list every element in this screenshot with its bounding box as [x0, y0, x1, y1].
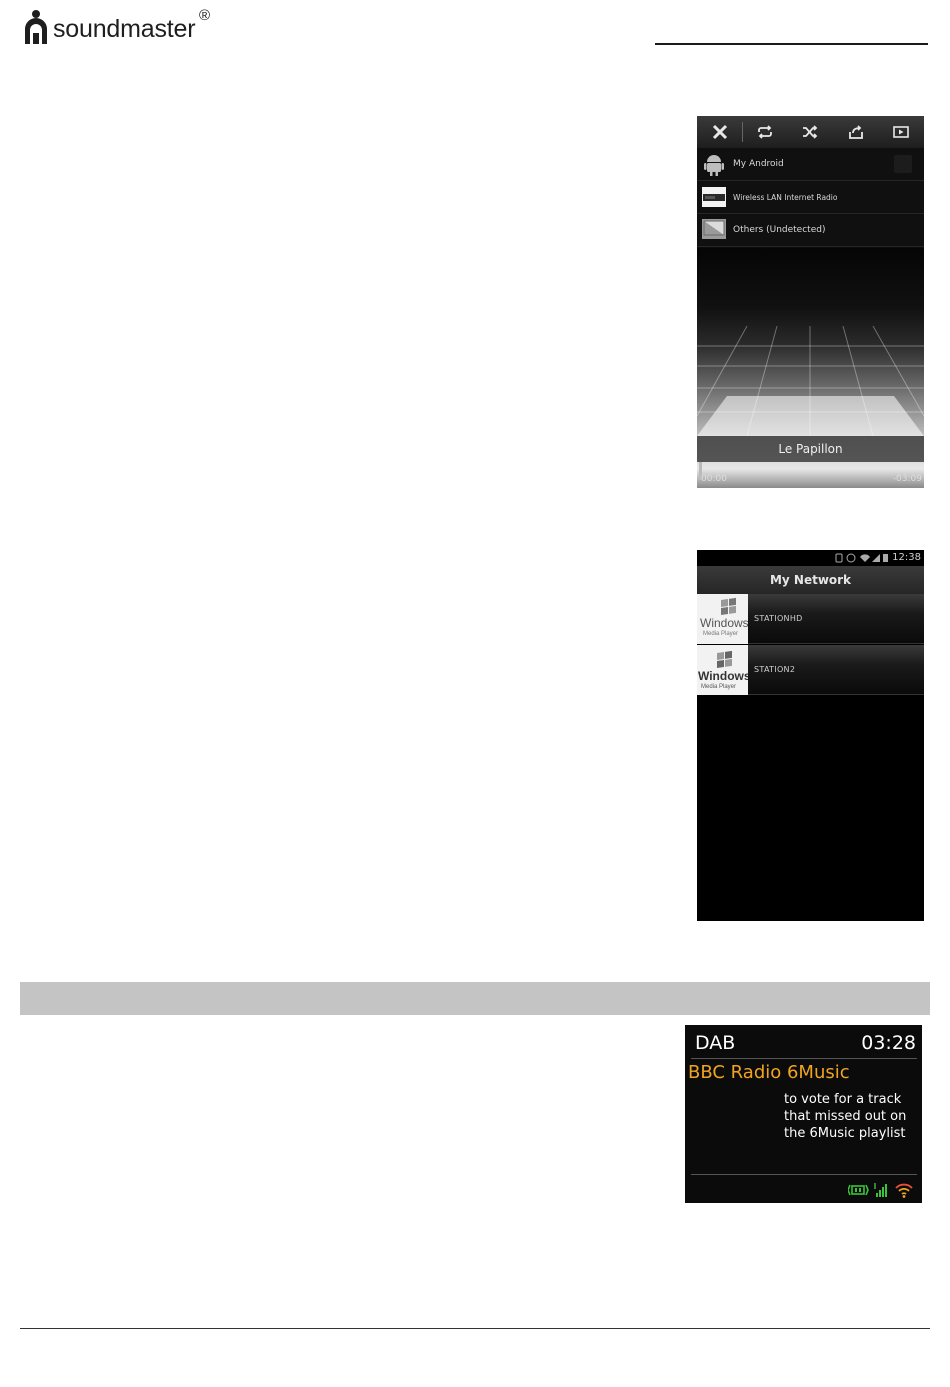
server-label: STATION2 [754, 665, 796, 674]
svg-text:Media Player: Media Player [701, 683, 737, 690]
repeat-icon[interactable] [742, 116, 787, 148]
android-icon [702, 152, 726, 176]
player-toolbar [697, 116, 924, 148]
dab-status-icons [848, 1181, 918, 1199]
track-title-bar [697, 436, 924, 462]
device-label: Others (Undetected) [733, 225, 826, 235]
brand-name: soundmaster [53, 15, 196, 43]
network-title-bar [697, 566, 924, 594]
svg-text:Media Player: Media Player [703, 630, 739, 637]
section-header-bar [20, 982, 930, 1015]
dab-mode-label: DAB [695, 1032, 736, 1054]
signal-strength-icon [875, 1183, 887, 1197]
svg-text:Windows: Windows [698, 668, 748, 683]
status-icons [834, 553, 890, 563]
server-label: STATIONHD [754, 614, 803, 623]
registered-mark: ® [199, 7, 211, 24]
wifi-icon [896, 1185, 912, 1198]
dab-divider [691, 1058, 917, 1059]
device-item-wlan-radio[interactable] [697, 181, 924, 214]
brand-logo [22, 9, 195, 45]
dab-text-line: the 6Music playlist [784, 1126, 906, 1141]
windows-media-player-icon [697, 645, 748, 695]
header-rule [655, 43, 928, 45]
dab-text-line: to vote for a track [784, 1092, 902, 1107]
status-clock: 12:38 [892, 552, 921, 563]
footer-rule [20, 1328, 930, 1329]
dab-text-line: that missed out on [784, 1109, 907, 1124]
dab-scrolling-text [784, 1091, 919, 1142]
close-icon[interactable] [697, 116, 742, 148]
server-item-stationhd[interactable] [697, 594, 924, 644]
soundmaster-logo-icon [22, 9, 50, 45]
dab-display [685, 1025, 922, 1203]
windows-media-player-icon [697, 594, 748, 644]
device-item-my-android[interactable] [697, 148, 924, 181]
player-screenshot [697, 116, 924, 488]
radio-device-icon [702, 185, 726, 209]
server-item-station2[interactable] [697, 645, 924, 695]
stereo-icon [848, 1185, 868, 1195]
device-item-others[interactable] [697, 214, 924, 247]
network-screenshot [697, 550, 924, 921]
device-label: Wireless LAN Internet Radio [733, 192, 838, 202]
svg-text:Windows: Windows [700, 615, 748, 630]
shuffle-icon[interactable] [788, 116, 833, 148]
grid-floor-visual [697, 326, 924, 436]
device-select-icon[interactable] [894, 155, 912, 173]
dab-clock: 03:28 [861, 1032, 916, 1054]
status-bar [697, 550, 924, 566]
share-icon[interactable] [833, 116, 878, 148]
time-elapsed: 00:00 [701, 474, 727, 484]
track-title: Le Papillon [778, 442, 843, 456]
play-screen-icon[interactable] [879, 116, 924, 148]
device-label: My Android [733, 159, 784, 169]
time-remaining: -03:09 [892, 474, 922, 484]
toolbar-separator [742, 122, 743, 142]
monitor-icon [702, 218, 726, 242]
dab-divider [691, 1174, 917, 1175]
network-title: My Network [769, 573, 852, 587]
dab-station-name: BBC Radio 6Music [688, 1062, 850, 1083]
